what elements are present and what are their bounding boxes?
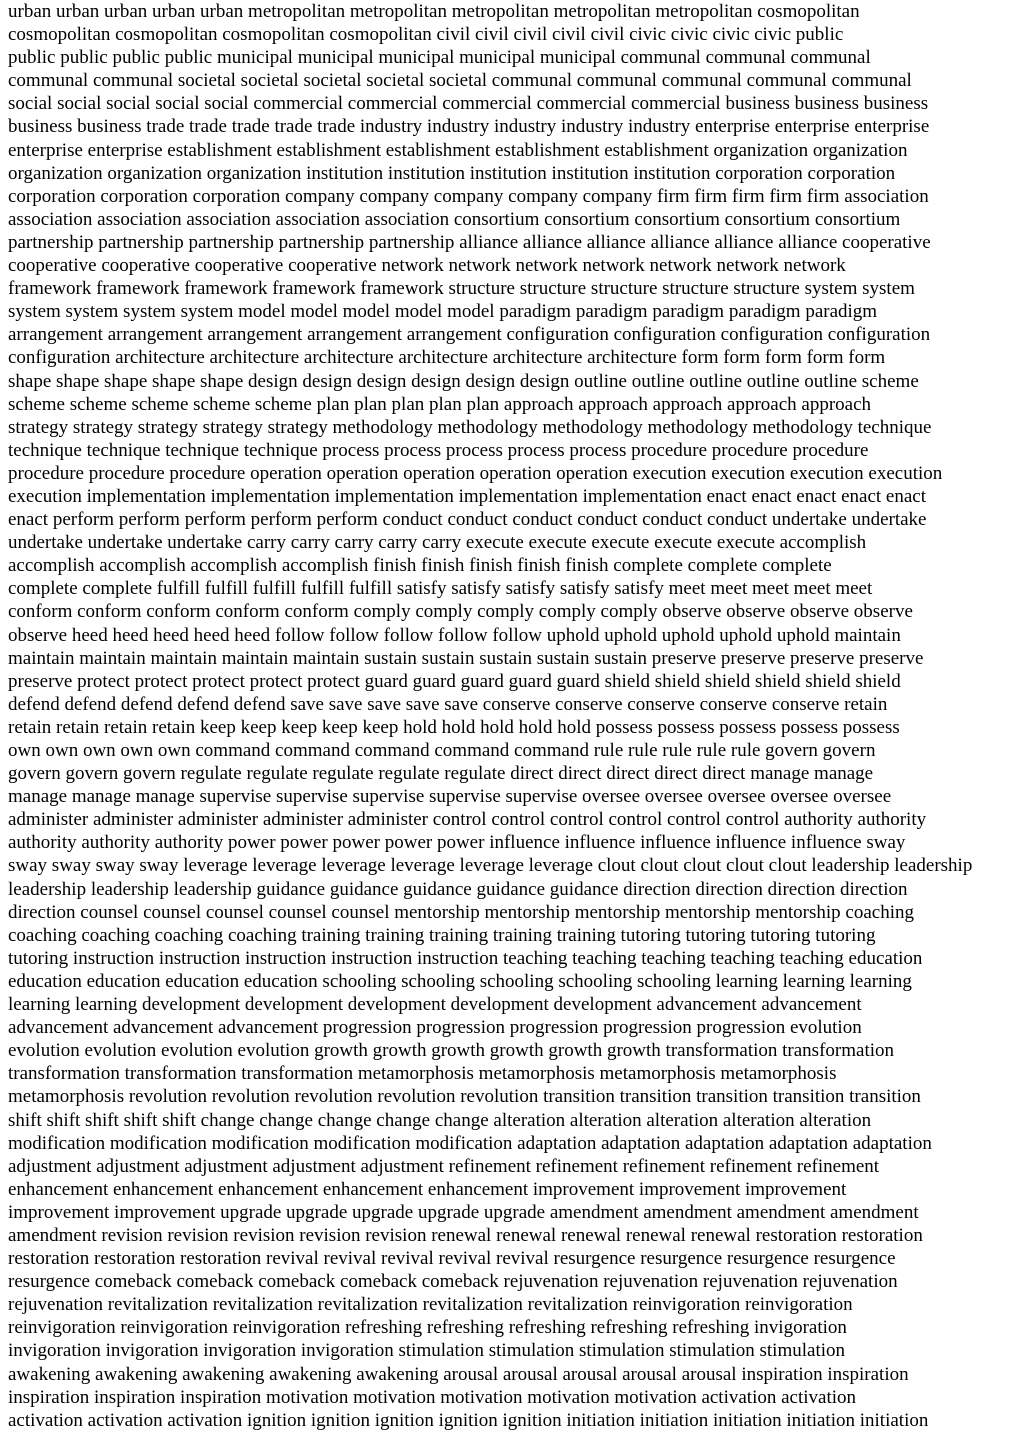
text-line: adjustment adjustment adjustment adjustment adjustment refinement refinement refinement refinement refinement [8, 1155, 880, 1177]
text-line: activation activation activation ignition ignition ignition ignition ignition initiation initiation initiation initiation initiation [8, 1409, 929, 1431]
text-line: system system system system model model model model model paradigm paradigm paradigm paradigm paradigm [8, 301, 878, 323]
text-line: inspiration inspiration inspiration motivation motivation motivation motivation motivation activation activation [8, 1386, 857, 1408]
text-line: evolution evolution evolution evolution growth growth growth growth growth growth transformation transformation [8, 1040, 895, 1062]
text-line: scheme scheme scheme scheme scheme plan plan plan plan plan approach approach approach approach approach [8, 393, 872, 415]
text-line: maintain maintain maintain maintain maintain sustain sustain sustain sustain sustain preserve preserve preserve preserve [8, 647, 924, 669]
text-line: modification modification modification modification modification adaptation adaptation adaptation adaptation adaptation [8, 1132, 932, 1154]
text-line: business business trade trade trade trade trade industry industry industry industry industry enterprise enterprise enterprise [8, 116, 930, 138]
text-line: improvement improvement upgrade upgrade upgrade upgrade upgrade amendment amendment amendment amendment [8, 1201, 919, 1223]
text-line: education education education education schooling schooling schooling schooling schooling learning learning learning [8, 970, 912, 992]
text-line: advancement advancement advancement progression progression progression progression progression evolution [8, 1017, 862, 1039]
text-line: metamorphosis revolution revolution revolution revolution revolution transition transition transition transition transition [8, 1086, 921, 1108]
text-line: complete complete fulfill fulfill fulfill fulfill fulfill satisfy satisfy satisfy satisfy satisfy meet meet meet meet meet [8, 578, 873, 600]
text-line: cosmopolitan cosmopolitan cosmopolitan cosmopolitan civil civil civil civil civil civic civic civic civic public [8, 24, 844, 46]
text-line: enact perform perform perform perform perform conduct conduct conduct conduct conduct conduct undertake undertake [8, 509, 927, 531]
text-line: cooperative cooperative cooperative cooperative network network network network network network network [8, 255, 846, 277]
text-line: communal communal societal societal societal societal societal communal communal communal communal communal [8, 70, 912, 92]
text-line: organization organization organization institution institution institution institution institution corporation corporation [8, 162, 896, 184]
document-text [8, 0, 1016, 1432]
text-line: enterprise enterprise establishment establishment establishment establishment establishment organization organization [8, 139, 908, 161]
text-line: defend defend defend defend defend save save save save save conserve conserve conserve conserve conserve retain [8, 693, 888, 715]
text-line: framework framework framework framework framework structure structure structure structure structure system system [8, 278, 915, 300]
text-line: administer administer administer administer administer control control control control control control authority authority [8, 809, 927, 831]
text-line: resurgence comeback comeback comeback comeback comeback rejuvenation rejuvenation rejuvenation rejuvenation [8, 1271, 898, 1293]
text-line: manage manage manage supervise supervise supervise supervise supervise oversee oversee oversee oversee oversee [8, 786, 892, 808]
text-line: urban urban urban urban urban metropolitan metropolitan metropolitan metropolitan metropolitan cosmopolitan [8, 1, 860, 22]
text-line: technique technique technique technique process process process process process procedure procedure procedure [8, 439, 869, 461]
text-line: shape shape shape shape shape design design design design design design outline outline outline outline outline scheme [8, 370, 919, 392]
text-line: social social social social social commercial commercial commercial commercial commercial business business business [8, 93, 929, 115]
text-line: reinvigoration reinvigoration reinvigoration refreshing refreshing refreshing refreshing refreshing invigoration [8, 1317, 847, 1339]
text-line: association association association association association consortium consortium consortium consortium consortium [8, 208, 901, 230]
text-line: partnership partnership partnership partnership partnership alliance alliance alliance alliance alliance alliance cooperative [8, 231, 931, 253]
text-line: invigoration invigoration invigoration invigoration stimulation stimulation stimulation stimulation stimulation [8, 1340, 846, 1362]
text-line: enhancement enhancement enhancement enhancement enhancement improvement improvement improvement [8, 1178, 847, 1200]
text-line: amendment revision revision revision revision revision renewal renewal renewal renewal renewal restoration restoration [8, 1224, 923, 1246]
text-line: leadership leadership leadership guidance guidance guidance guidance guidance direction direction direction direction [8, 878, 908, 900]
text-line: awakening awakening awakening awakening awakening arousal arousal arousal arousal arousal inspiration inspiration [8, 1363, 909, 1385]
text-line: corporation corporation corporation company company company company company firm firm firm firm firm association [8, 185, 929, 207]
text-line: configuration architecture architecture architecture architecture architecture architecture form form form form form [8, 347, 886, 369]
text-line: restoration restoration restoration revival revival revival revival revival resurgence resurgence resurgence resurgence [8, 1248, 896, 1270]
text-line: direction counsel counsel counsel counsel counsel mentorship mentorship mentorship mentorship mentorship coaching [8, 901, 915, 923]
text-line: learning learning development development development development development advancement advancement [8, 994, 862, 1016]
text-line: coaching coaching coaching coaching training training training training training tutoring tutoring tutoring tutoring [8, 924, 876, 946]
text-line: retain retain retain retain keep keep keep keep keep hold hold hold hold hold possess possess possess possess possess [8, 716, 900, 738]
text-line: accomplish accomplish accomplish accomplish finish finish finish finish finish complete complete complete [8, 555, 832, 577]
text-line: shift shift shift shift shift change change change change change alteration alteration alteration alteration alteration [8, 1109, 872, 1131]
text-line: authority authority authority power power power power power influence influence influence influence influence sway [8, 832, 906, 854]
text-line: transformation transformation transformation metamorphosis metamorphosis metamorphosis metamorphosis [8, 1063, 837, 1085]
text-line: public public public public municipal municipal municipal municipal municipal communal communal communal [8, 47, 871, 69]
text-line: arrangement arrangement arrangement arrangement arrangement configuration configuration configuration configuration [8, 324, 931, 346]
text-line: conform conform conform conform conform comply comply comply comply comply observe observe observe observe [8, 601, 913, 623]
text-line: preserve protect protect protect protect protect guard guard guard guard guard shield shield shield shield shield shield [8, 670, 901, 692]
text-line: govern govern govern regulate regulate regulate regulate regulate direct direct direct direct direct manage manage [8, 763, 874, 785]
text-line: rejuvenation revitalization revitalization revitalization revitalization revitalization reinvigoration reinvigoration [8, 1294, 853, 1316]
text-line: observe heed heed heed heed heed follow follow follow follow follow uphold uphold uphold uphold uphold maintain [8, 624, 901, 646]
text-line: undertake undertake undertake carry carry carry carry carry execute execute execute execute execute accomplish [8, 532, 867, 554]
text-line: tutoring instruction instruction instruction instruction instruction teaching teaching teaching teaching teaching education [8, 947, 923, 969]
text-line: execution implementation implementation implementation implementation implementation enact enact enact enact enact [8, 485, 927, 507]
text-line: sway sway sway sway leverage leverage leverage leverage leverage leverage clout clout clout clout clout leadership leadership [8, 855, 973, 877]
text-line: strategy strategy strategy strategy strategy methodology methodology methodology methodology methodology technique [8, 416, 932, 438]
text-line: procedure procedure procedure operation operation operation operation operation execution execution execution execution [8, 462, 943, 484]
text-line: own own own own own command command command command command rule rule rule rule rule govern govern [8, 740, 876, 761]
